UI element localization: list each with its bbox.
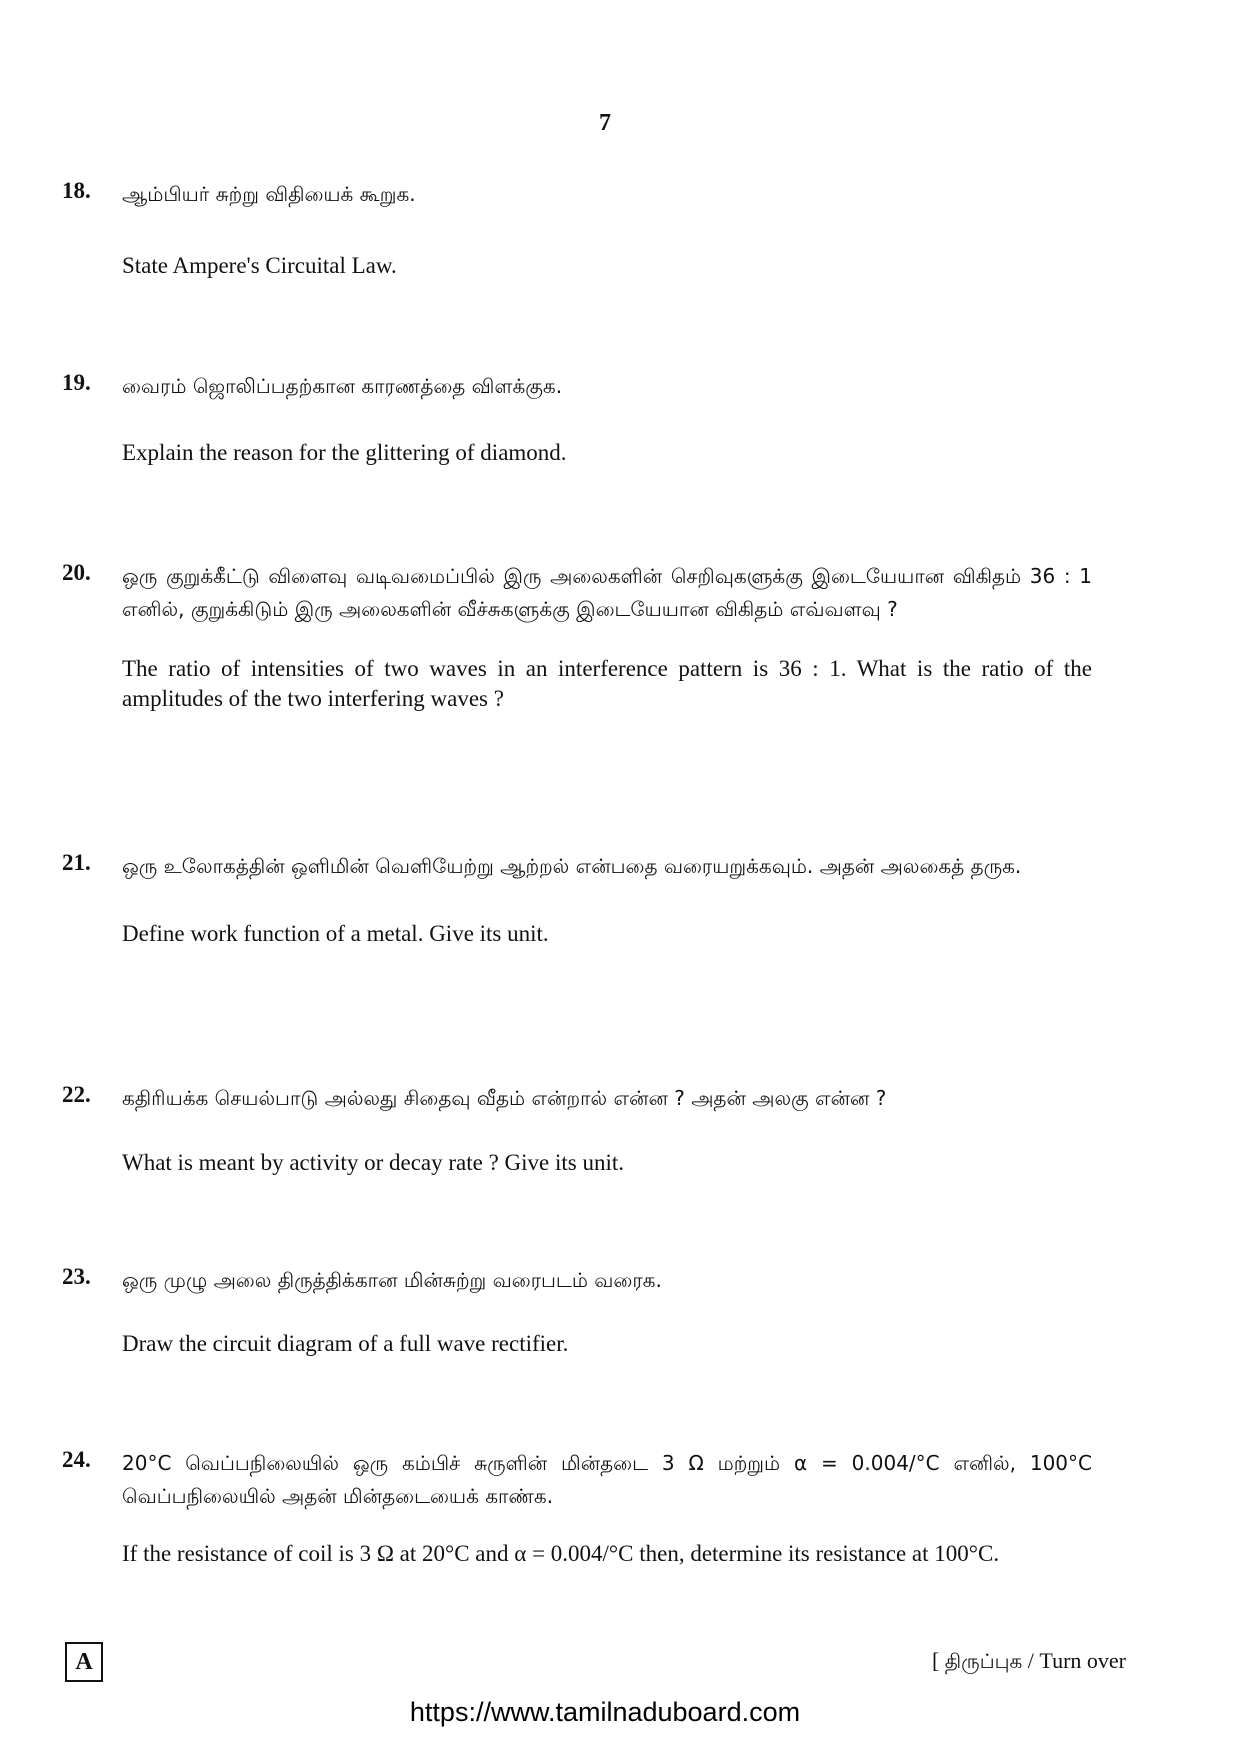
question-text-english: What is meant by activity or decay rate ? Give its unit.	[122, 1150, 625, 1175]
question-number: 23.	[62, 1264, 91, 1289]
question-text-tamil: ஆம்பியர் சுற்று விதியைக் கூறுக.	[122, 182, 416, 206]
question-text-tamil: ஒரு குறுக்கீட்டு விளைவு வடிவமைப்பில் இரு அலைகளின் செறிவுகளுக்கு இடையேயான விகிதம் 36 : 1 எனில், குறுக்கிடும் இரு அலைகளின் வீச்சுகளுக்கு இடையேயான விகிதம் எவ்வளவு ?	[122, 564, 1092, 621]
question-18	[62, 178, 1092, 281]
question-text-english: Define work function of a metal. Give its unit.	[122, 921, 549, 946]
question-22	[62, 1082, 1092, 1178]
question-text-tamil: வைரம் ஜொலிப்பதற்கான காரணத்தை விளக்குக.	[122, 374, 563, 398]
question-text-english: The ratio of intensities of two waves in an interference pattern is 36 : 1. What is the ratio of the amplitudes of the two interfering waves ?	[122, 656, 1092, 711]
question-23	[62, 1264, 1092, 1359]
question-number: 18.	[62, 178, 91, 203]
question-number: 24.	[62, 1447, 91, 1472]
footer-url-link[interactable]: https://www.tamilnaduboard.com	[409, 1697, 801, 1727]
question-19	[62, 370, 1092, 468]
turn-over-note	[932, 1648, 1126, 1676]
question-text-tamil: ஒரு உலோகத்தின் ஒளிமின் வெளியேற்று ஆற்றல் என்பதை வரையறுக்கவும். அதன் அலகைத் தருக.	[122, 854, 1022, 878]
question-20	[62, 560, 1092, 714]
turn-over-bracket: [	[931, 1648, 945, 1673]
question-text-tamil: ஒரு முழு அலை திருத்திக்கான மின்சுற்று வரைபடம் வரைக.	[122, 1268, 662, 1292]
question-21	[62, 850, 1092, 949]
question-number: 21.	[62, 850, 91, 875]
question-number: 20.	[62, 560, 91, 585]
turn-over-english: Turn over	[1039, 1648, 1126, 1673]
question-number: 19.	[62, 370, 91, 395]
turn-over-separator: /	[1022, 1648, 1040, 1673]
turn-over-tamil: திருப்புக	[944, 1649, 1023, 1673]
question-text-english: If the resistance of coil is 3 Ω at 20°C and α = 0.004/°C then, determine its resistance at 100°C.	[122, 1541, 1000, 1566]
question-text-tamil: கதிரியக்க செயல்பாடு அல்லது சிதைவு வீதம் என்றால் என்ன ? அதன் அலகு என்ன ?	[122, 1086, 887, 1110]
question-24	[62, 1447, 1092, 1569]
series-code-box: A	[65, 1642, 103, 1682]
page-number: 7	[599, 110, 611, 136]
question-text-tamil: 20°C வெப்பநிலையில் ஒரு கம்பிச் சுருளின் மின்தடை 3 Ω மற்றும் α = 0.004/°C எனில், 100°C வெப்பநிலையில் அதன் மின்தடையைக் காண்க.	[122, 1451, 1093, 1508]
question-text-english: Draw the circuit diagram of a full wave rectifier.	[122, 1331, 569, 1356]
question-number: 22.	[62, 1082, 91, 1107]
question-text-english: Explain the reason for the glittering of diamond.	[122, 440, 567, 465]
question-text-english: State Ampere's Circuital Law.	[122, 253, 397, 278]
